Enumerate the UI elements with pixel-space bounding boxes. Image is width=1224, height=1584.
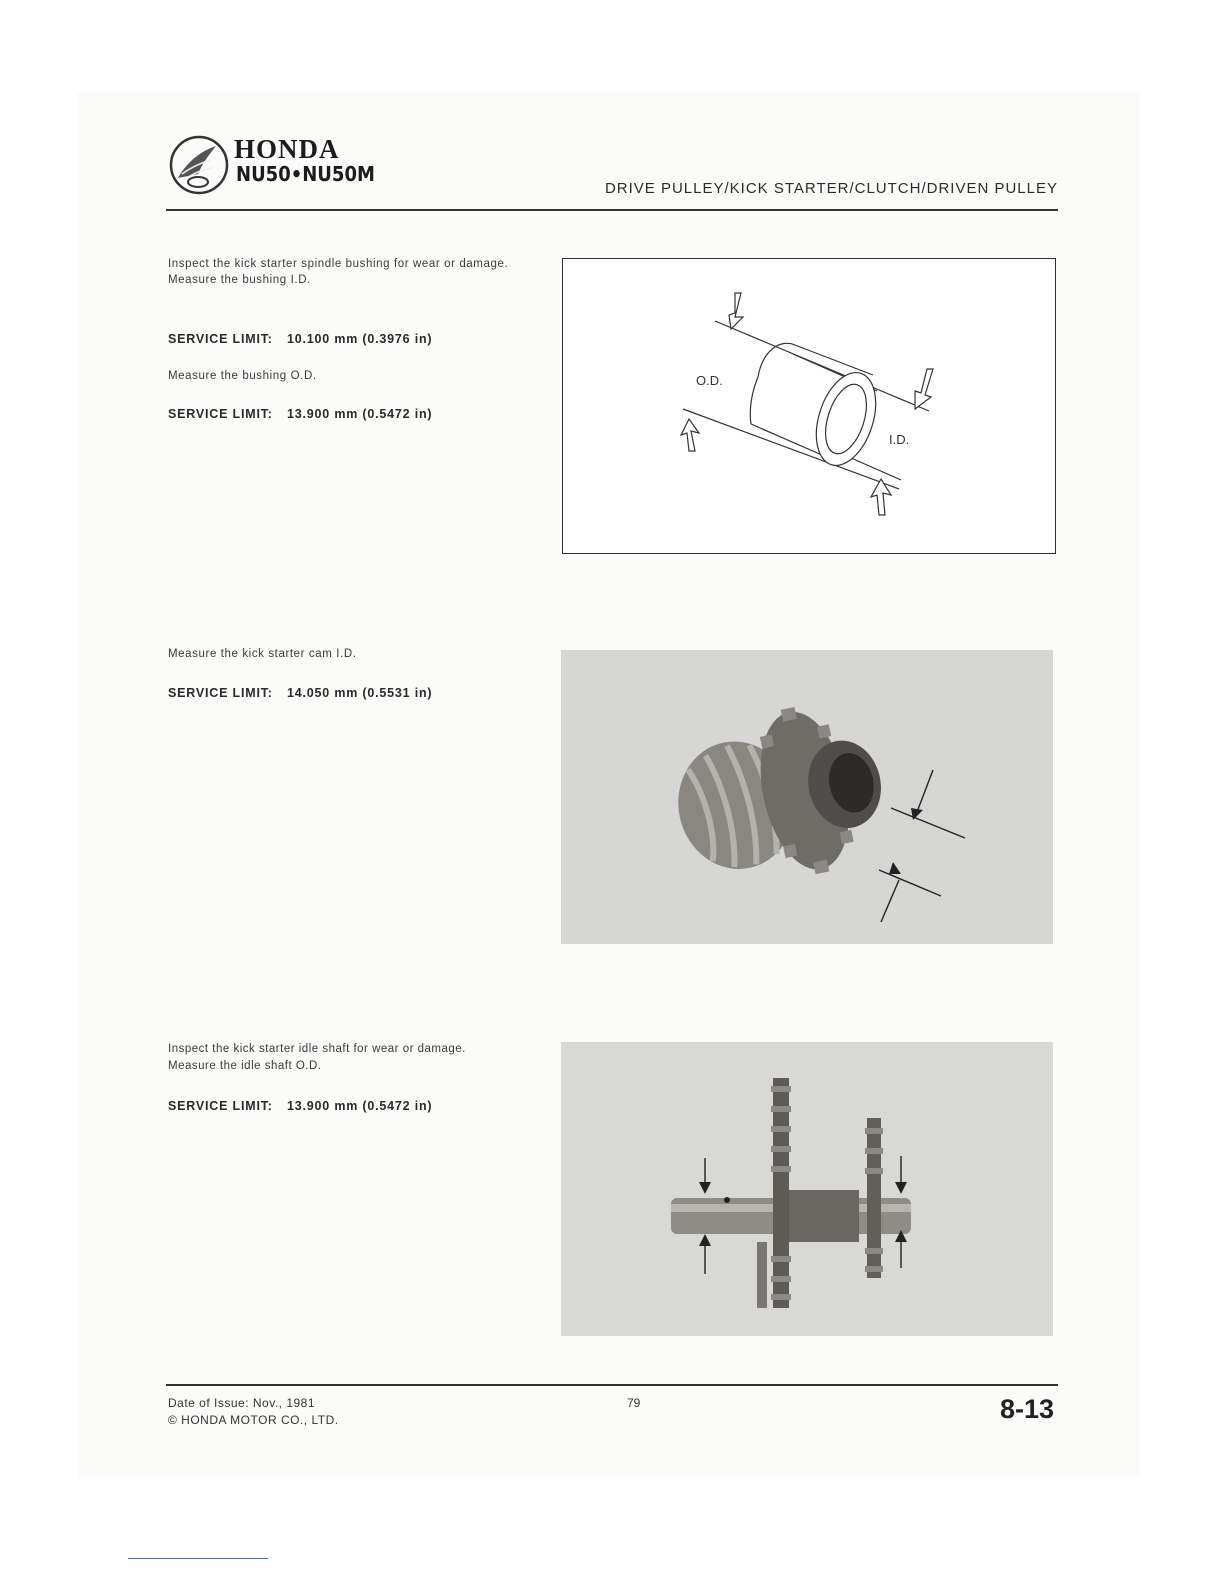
section-title: DRIVE PULLEY/KICK STARTER/CLUTCH/DRIVEN PULLEY	[604, 180, 1058, 197]
bottom-link-underline	[128, 1558, 268, 1559]
idle-shaft-photo	[561, 1042, 1053, 1336]
model-name: NU50•NU50M	[236, 162, 375, 186]
idle-shaft-drawing	[561, 1042, 1053, 1336]
limit-label: SERVICE LIMIT:	[168, 686, 273, 700]
limit-value: 13.900 mm (0.5472 in)	[287, 1099, 433, 1113]
cam-photo-drawing	[561, 650, 1053, 944]
limit-label: SERVICE LIMIT:	[168, 332, 273, 346]
limit-value: 13.900 mm (0.5472 in)	[287, 407, 433, 421]
instruction-line: Inspect the kick starter idle shaft for wear or damage.	[168, 1043, 466, 1055]
honda-logo	[168, 134, 396, 198]
honda-wing-emblem-icon	[168, 134, 230, 196]
header-divider	[166, 209, 1058, 211]
service-limit-bushing-od	[168, 407, 432, 421]
service-limit-idle-shaft-od	[168, 1099, 432, 1113]
service-limit-cam-id	[168, 686, 432, 700]
instruction-line: Inspect the kick starter spindle bushing for wear or damage.	[168, 258, 509, 270]
id-label: I.D.	[889, 432, 910, 447]
brand-name: HONDA	[234, 134, 340, 164]
instruction-line: Measure the kick starter cam I.D.	[168, 648, 357, 660]
limit-label: SERVICE LIMIT:	[168, 1099, 273, 1113]
idle-shaft-instructions	[168, 1041, 466, 1075]
kick-starter-cam-photo	[561, 650, 1053, 944]
od-label: O.D.	[696, 373, 723, 388]
instruction-line: Measure the bushing O.D.	[168, 370, 317, 382]
copyright: © HONDA MOTOR CO., LTD.	[168, 1413, 339, 1427]
page-number: 79	[627, 1396, 641, 1410]
limit-value: 10.100 mm (0.3976 in)	[287, 332, 433, 346]
bushing-drawing	[563, 259, 1055, 553]
service-limit-bushing-id	[168, 332, 432, 346]
footer-divider	[166, 1384, 1058, 1386]
instruction-line: Measure the bushing I.D.	[168, 274, 311, 286]
limit-label: SERVICE LIMIT:	[168, 407, 273, 421]
limit-value: 14.050 mm (0.5531 in)	[287, 686, 433, 700]
date-of-issue: Date of Issue: Nov., 1981	[168, 1396, 316, 1410]
bushing-instructions	[168, 256, 546, 288]
bushing-diagram	[562, 258, 1056, 554]
instruction-line: Measure the idle shaft O.D.	[168, 1060, 322, 1072]
section-page-number: 8-13	[999, 1394, 1054, 1424]
